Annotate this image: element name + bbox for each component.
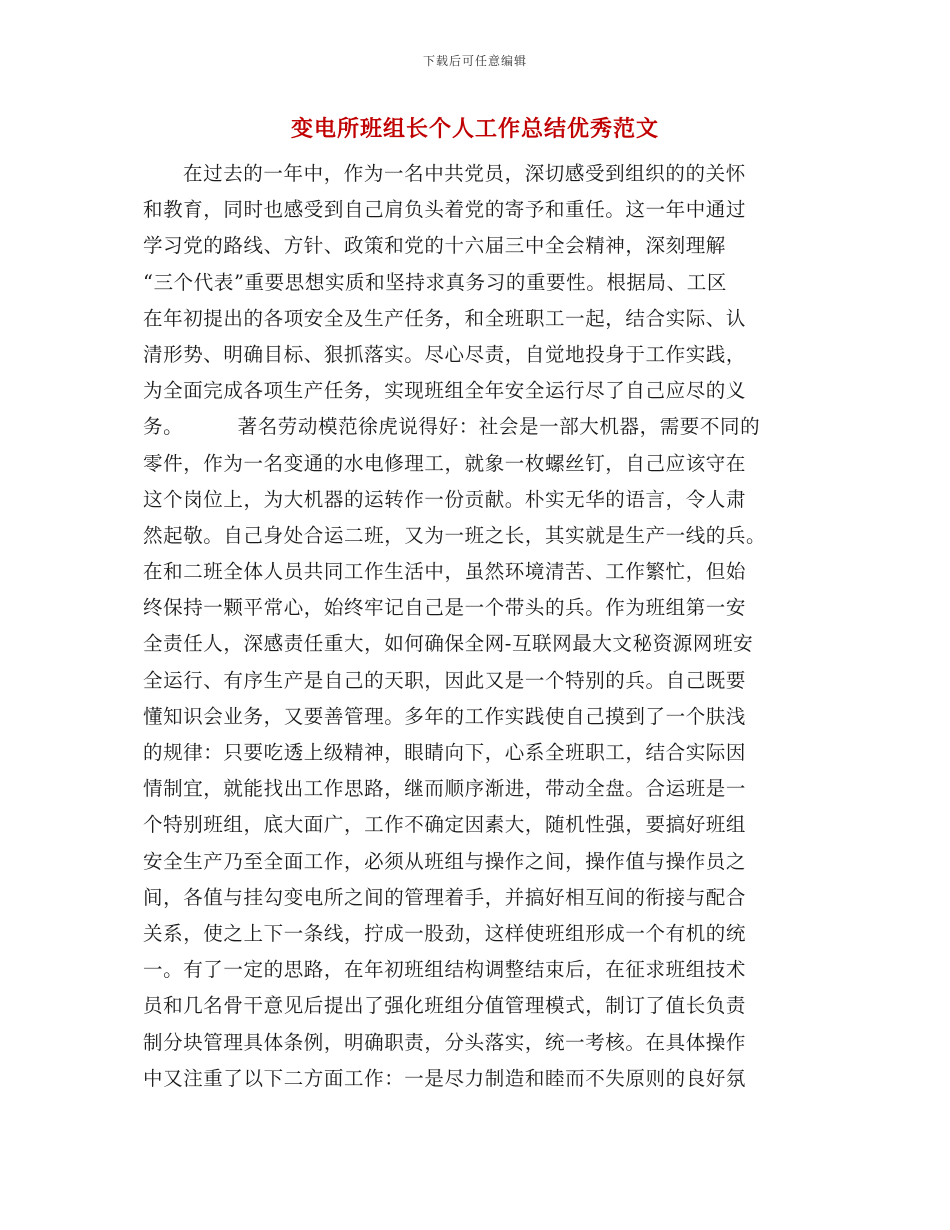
paragraph-line: 务。 著名劳动模范徐虎说得好：社会是一部大机器，需要不同的 [143,415,761,439]
paragraph-line: 的规律：只要吃透上级精神，眼睛向下，心系全班职工，结合实际因 [143,741,747,764]
paragraph-line: 个特别班组，底大面广，工作不确定因素大，随机性强，要搞好班组 [143,813,747,837]
document-title: 变电所班组长个人工作总结优秀范文 [290,116,659,142]
paragraph-line: 员和几名骨干意见后提出了强化班组分值管理模式，制订了值长负责 [143,994,747,1018]
header-note: 下载后可任意编辑 [422,54,527,68]
paragraph-line: 关系，使之上下一条线，拧成一股劲，这样使班组形成一个有机的统 [143,921,747,945]
paragraph-line: 全责任人，深感责任重大，如何确保全网-互联网最大文秘资源网班安 [143,632,754,656]
paragraph-line: “三个代表”重要思想实质和坚持求真务习的重要性。根据局、工区 [143,270,727,294]
paragraph-line: 间，各值与挂勾变电所之间的管理着手，并搞好相互间的衔接与配合 [143,885,747,909]
paragraph-line: 为全面完成各项生产任务，实现班组全年安全运行尽了自己应尽的义 [143,379,747,403]
paragraph-line: 在过去的一年中，作为一名中共党员，深切感受到组织的的关怀 [183,162,746,185]
paragraph-line: 懂知识会业务，又要善管理。多年的工作实践使自己摸到了一个肤浅 [143,704,747,728]
paragraph-line: 这个岗位上，为大机器的运转作一份贡献。朴实无华的语言，令人肃 [143,487,747,511]
paragraph-line: 在年初提出的各项安全及生产任务，和全班职工一起，结合实际、认 [143,306,747,330]
paragraph-line: 安全生产乃至全面工作，必须从班组与操作之间，操作值与操作员之 [143,849,747,873]
paragraph-line: 清形势、明确目标、狠抓落实。尽心尽责，自觉地投身于工作实践， [143,342,747,366]
paragraph-line: 制分块管理具体条例，明确职责，分头落实，统一考核。在具体操作 [143,1030,747,1054]
paragraph-line: 全运行、有序生产是自己的天职，因此又是一个特别的兵。自己既要 [143,668,747,692]
paragraph-line: 中又注重了以下二方面工作：一是尽力制造和睦而不失原则的良好氛 [143,1066,747,1090]
paragraph-line: 学习党的路线、方针、政策和党的十六届三中全会精神，深刻理解 [143,234,726,258]
paragraph-line: 情制宜，就能找出工作思路，继而顺序渐进，带动全盘。合运班是一 [143,777,747,801]
paragraph-line: 零件，作为一名变通的水电修理工，就象一枚螺丝钉，自己应该守在 [143,451,747,475]
paragraph-line: 在和二班全体人员共同工作生活中，虽然环境清苦、工作繁忙，但始 [143,560,747,584]
paragraph-line: 然起敬。自己身处合运二班，又为一班之长，其实就是生产一线的兵。 [143,523,767,547]
paragraph-line: 终保持一颗平常心，始终牢记自己是一个带头的兵。作为班组第一安 [143,596,747,620]
paragraph-line: 一。有了一定的思路，在年初班组结构调整结束后，在征求班组技术 [143,958,747,982]
body-text [143,156,803,1097]
paragraph-line: 和教育，同时也感受到自己肩负头着党的寄予和重任。这一年中通过 [143,198,747,222]
